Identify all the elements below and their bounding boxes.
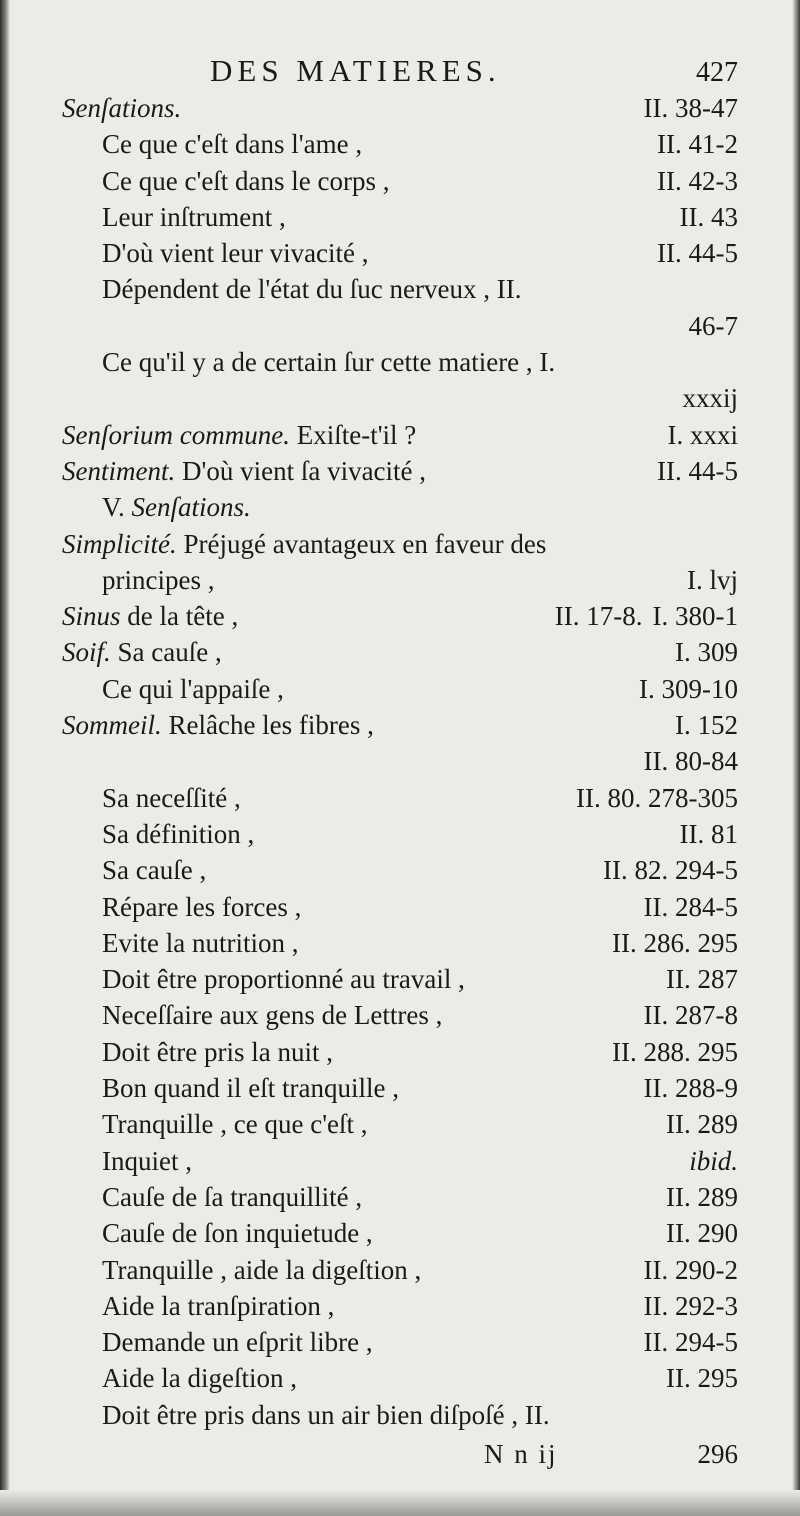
entry-text: Sa définition , xyxy=(102,818,255,849)
entry-text: Répare les forces , xyxy=(102,891,302,922)
index-subentry xyxy=(62,562,738,598)
page-reference-value: II. 286. 295 xyxy=(612,927,738,958)
page-reference-value: II. 294-5 xyxy=(643,1327,738,1358)
entry-heading: Senſations. xyxy=(62,93,182,123)
page-reference-value: I. 309-10 xyxy=(639,673,738,704)
page-reference xyxy=(612,925,738,961)
entry-text: Ce qui l'appaiſe , xyxy=(102,673,284,704)
page-reference-value: II. 81 xyxy=(679,818,738,849)
entry-text: D'où vient ſa vivacité , xyxy=(175,455,427,486)
page-reference-value: I. 309 xyxy=(675,637,738,668)
index-subentry xyxy=(62,1106,738,1142)
page-reference xyxy=(680,816,738,852)
page-reference xyxy=(644,889,738,925)
entry-text: Aide la digeſtion , xyxy=(102,1363,297,1394)
page-reference xyxy=(657,235,738,271)
index-subentry xyxy=(62,1252,738,1288)
page-reference xyxy=(657,126,738,162)
page-edge-bottom xyxy=(0,1490,800,1516)
entry-text: Préjugé avantageux en faveur des xyxy=(176,528,547,559)
page-reference-value: xxxij xyxy=(682,383,738,414)
entry-heading: Sommeil. xyxy=(62,710,162,741)
entry-text: Sa cauſe , xyxy=(102,855,207,886)
page-reference xyxy=(644,1070,738,1106)
index-entry xyxy=(62,707,738,743)
page-reference xyxy=(576,780,738,816)
page-reference xyxy=(639,671,738,707)
index-entries xyxy=(62,90,738,1433)
entry-text: Bon quand il eſt tranquille , xyxy=(102,1073,399,1104)
index-subentry xyxy=(62,1288,738,1324)
entry-heading: Simplicité. xyxy=(62,528,177,559)
page-reference-value: II. 284-5 xyxy=(643,891,738,922)
index-subentry xyxy=(62,852,738,888)
entry-text: Ce qu'il y a de certain ſur cette matiere , I. xyxy=(102,347,556,378)
page-reference xyxy=(657,163,738,199)
index-subentry xyxy=(62,1143,738,1179)
page-reference xyxy=(644,743,738,779)
page-reference-value: II. 289 xyxy=(666,1181,738,1212)
index-subentry xyxy=(62,489,738,525)
page-reference-value: II. 82. 294-5 xyxy=(603,855,738,886)
entry-text: Neceſſaire aux gens de Lettres , xyxy=(102,1000,443,1031)
entry-text: Tranquille , ce que c'eſt , xyxy=(102,1109,368,1140)
entry-text: Sa cauſe , xyxy=(110,637,222,668)
page-reference xyxy=(668,417,739,453)
entry-text: Demande un eſprit libre , xyxy=(102,1327,373,1358)
catchword: 296 xyxy=(697,1439,738,1469)
index-subentry xyxy=(62,889,738,925)
index-subentry xyxy=(62,1179,738,1215)
entry-heading: Soif. xyxy=(62,637,111,668)
running-header xyxy=(62,52,738,90)
index-entry xyxy=(62,634,738,670)
entry-heading: Senſorium commune. xyxy=(62,419,290,450)
page-reference xyxy=(657,453,738,489)
page-reference-value: I. 152 xyxy=(675,710,738,741)
page-reference-value: II. 287 xyxy=(666,964,738,995)
page-reference-value: II. 44-5 xyxy=(657,238,738,269)
index-subentry xyxy=(62,1215,738,1251)
page-reference xyxy=(644,997,738,1033)
index-entry xyxy=(62,598,738,634)
page-number: 427 xyxy=(696,57,738,88)
entry-text: Sa neceſſité , xyxy=(102,782,241,813)
page-reference-value: II. 288-9 xyxy=(643,1073,738,1104)
entry-text: Cauſe de ſa tranquillité , xyxy=(102,1181,363,1212)
page-reference xyxy=(680,199,738,235)
index-continuation xyxy=(62,308,738,344)
entry-cross-reference: Senſations. xyxy=(131,492,251,523)
page-reference xyxy=(689,1143,738,1179)
page-reference xyxy=(675,707,738,743)
index-subentry xyxy=(62,126,738,162)
page-reference xyxy=(612,1034,738,1070)
entry-text: Ce que c'eſt dans l'ame , xyxy=(102,129,363,160)
page-reference-secondary: II. 17-8. xyxy=(554,601,643,632)
entry-heading: Sentiment. xyxy=(62,455,176,486)
page-reference xyxy=(666,1106,738,1142)
entry-text: Relâche les fibres , xyxy=(161,710,374,741)
entry-text: Ce que c'eſt dans le corps , xyxy=(102,165,390,196)
entry-text: Doit être pris la nuit , xyxy=(102,1036,333,1067)
index-entry xyxy=(62,417,738,453)
entry-text: Inquiet , xyxy=(102,1145,192,1176)
page-reference-value: II. 80. 278-305 xyxy=(576,782,738,813)
page-reference-value: I. xxxi xyxy=(667,419,738,450)
page-reference xyxy=(644,1252,738,1288)
index-subentry xyxy=(62,997,738,1033)
index-entry xyxy=(62,453,738,489)
running-title: DES MATIERES. xyxy=(210,53,501,88)
page-reference xyxy=(644,90,738,126)
page-reference-value: II. 43 xyxy=(679,201,738,232)
index-subentry xyxy=(62,199,738,235)
index-subentry xyxy=(62,816,738,852)
page-reference-value: II. 38-47 xyxy=(643,93,738,123)
index-subentry xyxy=(62,344,738,380)
entry-text: Doit être pris dans un air bien diſpoſé , II. xyxy=(102,1399,550,1430)
page-reference-value: II. 289 xyxy=(666,1109,738,1140)
entry-text: Leur inſtrument , xyxy=(102,201,286,232)
entry-text: D'où vient leur vivacité , xyxy=(102,238,369,269)
index-subentry xyxy=(62,163,738,199)
page-reference-value: II. 290-2 xyxy=(643,1254,738,1285)
page-reference-value: I. lvj xyxy=(687,564,738,595)
index-subentry xyxy=(62,1397,738,1433)
page-reference-value: II. 41-2 xyxy=(657,129,738,160)
page-reference-value: 46-7 xyxy=(688,310,738,341)
index-subentry xyxy=(62,235,738,271)
page-reference-value: II. 44-5 xyxy=(657,455,738,486)
page-reference-value: II. 290 xyxy=(666,1218,738,1249)
entry-text: Aide la tranſpiration , xyxy=(102,1290,335,1321)
entry-text: Exiſte-t'il ? xyxy=(289,419,417,450)
entry-text: Dépendent de l'état du ſuc nerveux , II. xyxy=(102,274,522,305)
page-reference xyxy=(689,308,739,344)
page-reference xyxy=(666,1179,738,1215)
page-reference xyxy=(675,634,738,670)
entry-text: Doit être proportionné au travail , xyxy=(102,964,465,995)
page-footer xyxy=(62,1436,738,1472)
index-subentry xyxy=(62,780,738,816)
index-subentry xyxy=(62,1360,738,1396)
entry-text: principes , xyxy=(102,564,215,595)
index-subentry xyxy=(62,671,738,707)
page-reference xyxy=(666,961,738,997)
page-reference xyxy=(666,1215,738,1251)
signature-mark: N n ij xyxy=(484,1439,558,1469)
page-reference xyxy=(644,1324,738,1360)
entry-heading: Sinus xyxy=(62,601,121,632)
page-reference xyxy=(555,598,738,634)
entry-text: de la tête , xyxy=(120,601,239,632)
index-continuation xyxy=(62,380,738,416)
index-subentry xyxy=(62,271,738,307)
index-entry xyxy=(62,90,738,126)
entry-text: V. xyxy=(102,492,132,523)
index-subentry xyxy=(62,1034,738,1070)
entry-text: Evite la nutrition , xyxy=(102,927,299,958)
page-reference xyxy=(644,1288,738,1324)
index-entry xyxy=(62,526,738,562)
index-subentry xyxy=(62,961,738,997)
page-reference-value: I. 380-1 xyxy=(652,601,738,632)
index-subentry xyxy=(62,1324,738,1360)
page-edge-right xyxy=(792,0,800,1516)
page-reference-value: II. 80-84 xyxy=(643,746,738,777)
page-reference-value: II. 295 xyxy=(666,1363,738,1394)
page-reference xyxy=(666,1360,738,1396)
index-subentry xyxy=(62,1070,738,1106)
entry-text: Cauſe de ſon inquietude , xyxy=(102,1218,373,1249)
page-reference-value: II. 42-3 xyxy=(657,165,738,196)
page-reference-value: II. 292-3 xyxy=(643,1290,738,1321)
page-reference xyxy=(682,380,738,416)
page-reference-value: II. 287-8 xyxy=(643,1000,738,1031)
page-edge-left xyxy=(0,0,10,1516)
entry-text: Tranquille , aide la digeſtion , xyxy=(102,1254,422,1285)
index-continuation xyxy=(62,743,738,779)
page-reference-value: ibid. xyxy=(689,1145,738,1176)
page-reference xyxy=(603,852,738,888)
index-subentry xyxy=(62,925,738,961)
page-reference xyxy=(687,562,738,598)
page-reference-value: II. 288. 295 xyxy=(612,1036,738,1067)
